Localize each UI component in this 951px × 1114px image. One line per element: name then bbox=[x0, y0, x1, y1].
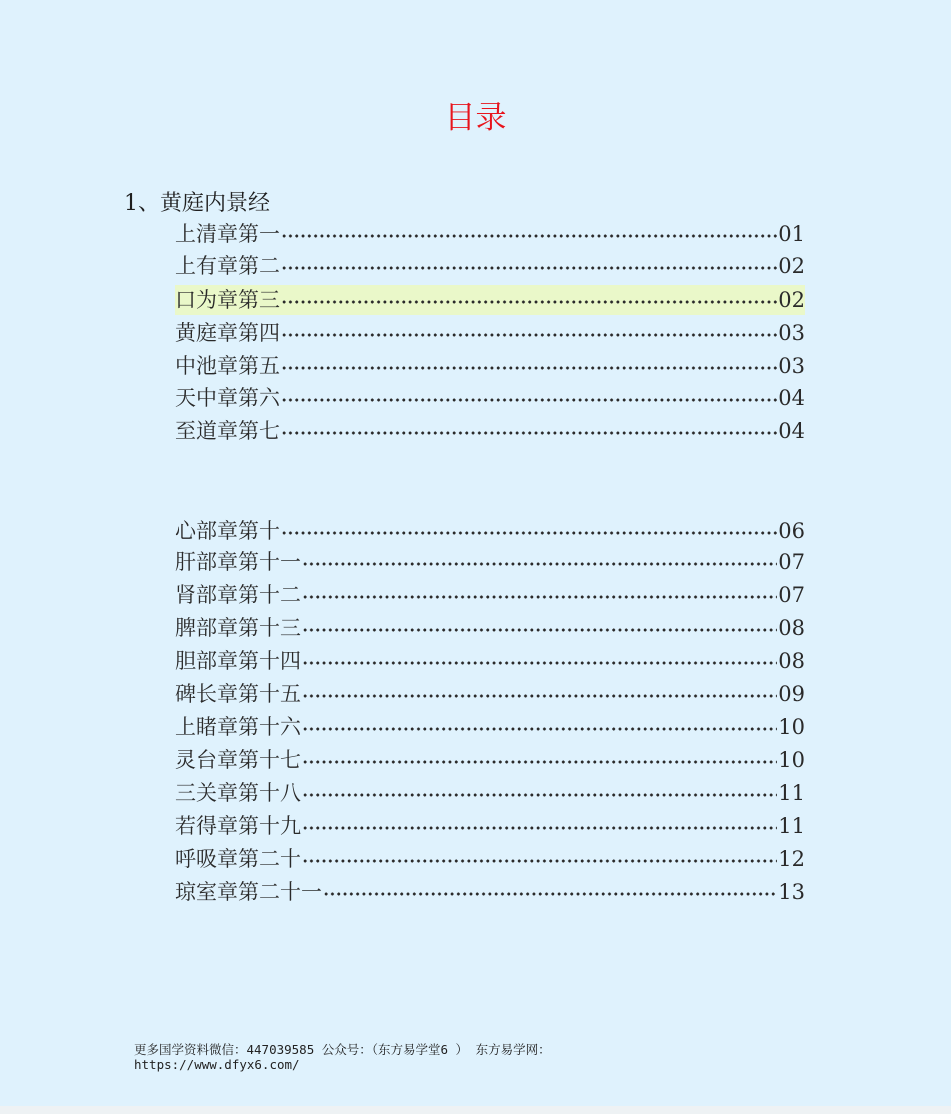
toc-entry-label: 天中章第六 bbox=[175, 386, 280, 410]
dot-leader bbox=[281, 431, 777, 435]
dot-leader bbox=[281, 300, 777, 304]
toc-entry-label: 肝部章第十一 bbox=[175, 550, 301, 574]
dot-leader bbox=[281, 398, 777, 402]
toc-entry-page-number: 04 bbox=[778, 386, 805, 410]
toc-entry-label: 碑长章第十五 bbox=[175, 682, 301, 706]
toc-entry-label: 脾部章第十三 bbox=[175, 616, 301, 640]
toc-entry-page-number: 03 bbox=[778, 354, 805, 378]
toc-entry[interactable] bbox=[175, 745, 805, 775]
toc-entry-page-number: 02 bbox=[778, 288, 805, 312]
toc-entry[interactable] bbox=[175, 679, 805, 709]
toc-entry-label: 呼吸章第二十 bbox=[175, 847, 301, 871]
dot-leader bbox=[323, 892, 777, 896]
toc-entry-page-number: 01 bbox=[778, 222, 805, 246]
page-title: 目录 bbox=[444, 100, 507, 136]
toc-entry-label: 口为章第三 bbox=[175, 288, 280, 312]
footer-note bbox=[134, 1042, 551, 1072]
toc-entry[interactable] bbox=[175, 712, 805, 742]
toc-entry-label: 至道章第七 bbox=[175, 419, 280, 443]
toc-entry-page-number: 11 bbox=[778, 814, 805, 838]
toc-entry-label: 中池章第五 bbox=[175, 354, 280, 378]
toc-entry[interactable] bbox=[175, 285, 805, 315]
toc-entry-label: 三关章第十八 bbox=[175, 781, 301, 805]
toc-entry-label: 琼室章第二十一 bbox=[175, 880, 322, 904]
toc-entry[interactable] bbox=[175, 416, 805, 446]
toc-entry-page-number: 07 bbox=[778, 583, 805, 607]
section-heading: 1、黄庭内景经 bbox=[124, 191, 270, 216]
toc-entry[interactable] bbox=[175, 547, 805, 577]
toc-entry-label: 上睹章第十六 bbox=[175, 715, 301, 739]
toc-entry-label: 心部章第十 bbox=[175, 519, 280, 543]
toc-entry-page-number: 11 bbox=[778, 781, 805, 805]
toc-entry-page-number: 10 bbox=[778, 715, 805, 739]
dot-leader bbox=[281, 266, 777, 270]
dot-leader bbox=[302, 562, 777, 566]
toc-entry[interactable] bbox=[175, 318, 805, 348]
toc-entry[interactable] bbox=[175, 219, 805, 249]
toc-entry-label: 灵台章第十七 bbox=[175, 748, 301, 772]
toc-entry[interactable] bbox=[175, 516, 805, 546]
dot-leader bbox=[302, 859, 777, 863]
toc-entry[interactable] bbox=[175, 383, 805, 413]
dot-leader bbox=[302, 694, 777, 698]
toc-entry-label: 胆部章第十四 bbox=[175, 649, 301, 673]
dot-leader bbox=[281, 333, 777, 337]
bottom-divider bbox=[0, 1106, 951, 1114]
toc-entry-page-number: 09 bbox=[778, 682, 805, 706]
toc-entry[interactable] bbox=[175, 778, 805, 808]
toc-entry[interactable] bbox=[175, 580, 805, 610]
toc-entry[interactable] bbox=[175, 844, 805, 874]
toc-entry-page-number: 13 bbox=[778, 880, 805, 904]
dot-leader bbox=[302, 760, 777, 764]
dot-leader bbox=[302, 595, 777, 599]
toc-entry[interactable] bbox=[175, 351, 805, 381]
toc-entry-page-number: 10 bbox=[778, 748, 805, 772]
dot-leader bbox=[302, 793, 777, 797]
toc-entry-label: 上有章第二 bbox=[175, 254, 280, 278]
toc-entry-label: 黄庭章第四 bbox=[175, 321, 280, 345]
toc-entry-page-number: 04 bbox=[778, 419, 805, 443]
dot-leader bbox=[281, 366, 777, 370]
toc-entry-page-number: 08 bbox=[778, 649, 805, 673]
toc-entry-label: 上清章第一 bbox=[175, 222, 280, 246]
toc-entry[interactable] bbox=[175, 613, 805, 643]
toc-entry-page-number: 03 bbox=[778, 321, 805, 345]
toc-entry-page-number: 02 bbox=[778, 254, 805, 278]
footer-url[interactable]: https://www.dfyx6.com/ bbox=[134, 1057, 300, 1072]
toc-entry-page-number: 07 bbox=[778, 550, 805, 574]
footer-line-1: 更多国学资料微信：447039585 公众号：（东方易学堂6 ） 东方易学网： bbox=[134, 1042, 551, 1057]
dot-leader bbox=[302, 826, 777, 830]
toc-entry-page-number: 12 bbox=[778, 847, 805, 871]
toc-entry[interactable] bbox=[175, 811, 805, 841]
dot-leader bbox=[302, 661, 777, 665]
dot-leader bbox=[281, 531, 777, 535]
toc-entry-label: 肾部章第十二 bbox=[175, 583, 301, 607]
dot-leader bbox=[281, 234, 777, 238]
dot-leader bbox=[302, 628, 777, 632]
toc-entry-label: 若得章第十九 bbox=[175, 814, 301, 838]
toc-entry-page-number: 08 bbox=[778, 616, 805, 640]
toc-entry[interactable] bbox=[175, 251, 805, 281]
toc-entry[interactable] bbox=[175, 877, 805, 907]
toc-entry-page-number: 06 bbox=[778, 519, 805, 543]
toc-entry[interactable] bbox=[175, 646, 805, 676]
dot-leader bbox=[302, 727, 777, 731]
